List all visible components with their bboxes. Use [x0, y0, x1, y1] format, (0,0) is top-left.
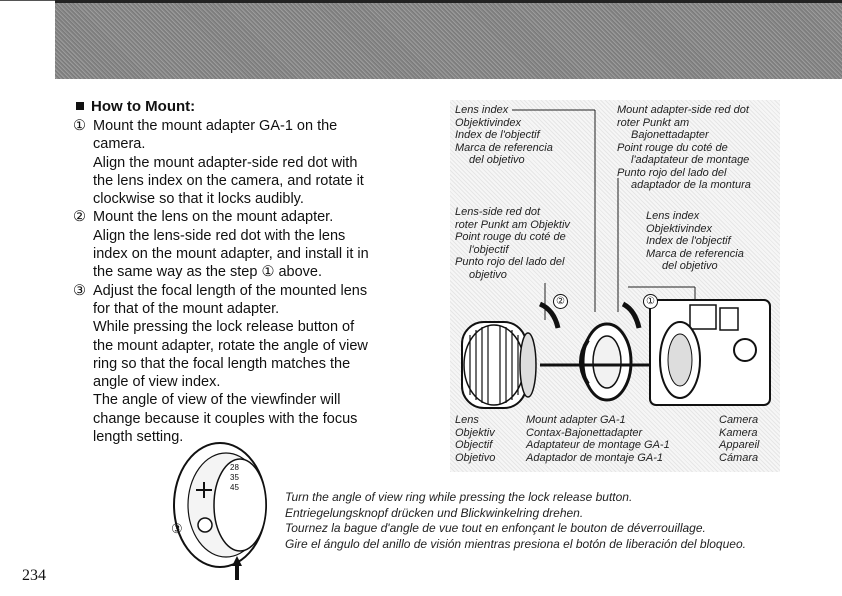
step-line: the mount adapter, rotate the angle of view [93, 337, 368, 354]
label-camera: Camera Kamera Appareil Cámara [719, 414, 760, 464]
page-number: 234 [22, 567, 46, 584]
step-line: clockwise so that it locks audibly. [93, 191, 304, 208]
step-line: Mount the mount adapter GA-1 on the [93, 118, 338, 134]
step-number: ② [73, 209, 86, 226]
step-line: length setting. [93, 429, 184, 446]
angle-ring-closeup [174, 443, 266, 567]
step-line: angle of view index. [93, 374, 221, 391]
label-lens-index: Lens index Objektivindex Index de l'objectif Marca de referencia del objetivo [455, 104, 553, 166]
step-line: Mount the lens on the mount adapter. [93, 209, 334, 226]
step-line: for that of the mount adapter. [93, 300, 280, 317]
figure-caption: Turn the angle of view ring while pressing the lock release button. Entriegelungsknopf drücken und Blickwinkelring drehen. Tournez la bague d'angle de vue tout en enfonçant le bouton de déverrouillage. Gire el ángulo del anillo de visión mientras presiona el botón de liberación del bloqueo. [285, 490, 746, 551]
step-line: Adjust the focal length of the mounted lens [93, 282, 368, 299]
lens-drawing [462, 322, 536, 408]
step-line: The angle of view of the viewfinder will [93, 392, 341, 409]
label-adapter-red-dot: Mount adapter-side red dot roter Punkt am Bajonettadapter Point rouge du coté de l'adaptateur de montage Punto rojo del lado del adaptador de la montura [617, 104, 751, 191]
marker-step-3: ③ [171, 521, 183, 536]
marker-step-1: ① [643, 294, 658, 309]
marker-step-2: ② [553, 294, 568, 309]
camera-drawing [650, 300, 770, 405]
rotate-arrow-icon [623, 304, 639, 328]
step-line: the lens index on the camera, and rotate it [93, 172, 364, 189]
ring-marking: 35 [230, 473, 239, 482]
step-number: ③ [73, 282, 86, 299]
step-line: index on the mount adapter, and install it in [93, 246, 369, 263]
ring-marking: 45 [230, 483, 239, 492]
label-lens-index-adapter: Lens index Objektivindex Index de l'objectif Marca de referencia del objetivo [646, 210, 744, 272]
label-lens-side-red-dot: Lens-side red dot roter Punkt am Objektiv Point rouge du coté de l'objectif Punto rojo del lado del objetivo [455, 206, 570, 281]
step-line: change because it couples with the focus [93, 410, 358, 427]
ring-marking: 28 [230, 463, 239, 472]
step-line: Align the mount adapter-side red dot with [93, 154, 358, 171]
step-line: ring so that the focal length matches the [93, 355, 351, 372]
step-number: ① [73, 118, 86, 134]
step-line: camera. [93, 136, 146, 153]
step-line: Align the lens-side red dot with the lens [93, 227, 346, 244]
adapter-drawing [581, 324, 631, 400]
step-line: the same way as the step ① above. [93, 264, 323, 281]
label-lens: Lens Objektiv Objectif Objetivo [455, 414, 496, 464]
step-line: While pressing the lock release button of [93, 319, 355, 336]
section-heading: How to Mount: [76, 98, 195, 115]
label-mount-adapter: Mount adapter GA-1 Contax-Bajonettadapter Adaptateur de montage GA-1 Adaptador de montaje GA-1 [526, 414, 670, 464]
